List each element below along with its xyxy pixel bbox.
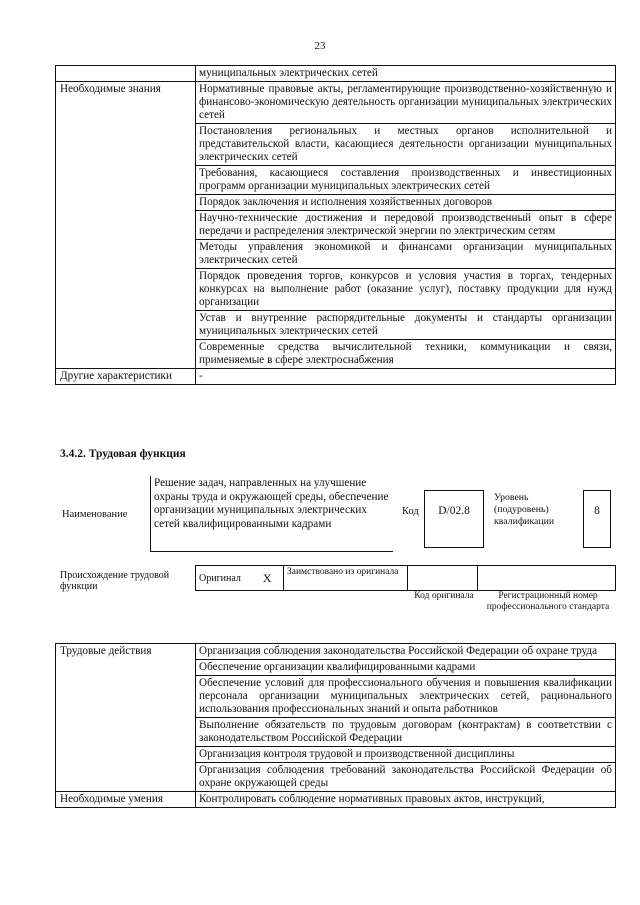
original-label: Оригинал (196, 566, 252, 591)
empty-cell (56, 66, 196, 82)
action-item: Обеспечение организации квалифицированными кадрами (196, 660, 616, 676)
page-number: 23 (314, 40, 326, 52)
origin-label: Происхождение трудовой функции (60, 570, 170, 592)
level-box (583, 490, 611, 548)
actions-label: Трудовые действия (56, 644, 196, 792)
original-mark: X (252, 566, 284, 591)
origin-code-cell (408, 566, 478, 591)
actions-table (55, 643, 616, 808)
code-label: Код (402, 506, 419, 517)
reg-number-cell (478, 566, 616, 591)
origin-table (195, 565, 616, 591)
borrowed-label: Заимствовано из оригинала (284, 566, 408, 591)
other-label: Другие характеристики (56, 369, 196, 385)
name-box (150, 476, 393, 552)
origin-code-caption: Код оригинала (414, 591, 474, 601)
level-label: Уровень (подуровень) квалификации (494, 492, 555, 527)
reg-number-caption: Регистрационный номер профессионального стандарта (486, 591, 610, 612)
name-value: Решение задач, направленных на улучшение охраны труда и окружающей среды, обеспечение организации муниципальных электрических сетей квалифицированными кадрами (154, 477, 389, 530)
action-item: Обеспечение условий для профессионального обучения и повышения квалификации персонала организации муниципальных электрических сетей, рационального использования профессиональных знаний и опыта работников (196, 676, 616, 718)
code-value: D/02.8 (438, 505, 470, 517)
skills-label: Необходимые умения (56, 792, 196, 808)
knowledge-item: Порядок заключения и исполнения хозяйственных договоров (196, 195, 616, 211)
knowledge-item: Порядок проведения торгов, конкурсов и условия участия в торгах, тендерных конкурсах на выполнение работ (оказание услуг), поставку продукции для нужд организации (196, 269, 616, 311)
continuation-cell: муниципальных электрических сетей (196, 66, 616, 82)
section-heading: 3.4.2. Трудовая функция (60, 448, 186, 460)
knowledge-item: Современные средства вычислительной техники, коммуникации и связи, применяемые в сфере электроснабжения (196, 340, 616, 369)
knowledge-item: Научно-технические достижения и передовой производственный опыт в сфере передачи и распределения электрической энергии по электрическим сетям (196, 211, 616, 240)
knowledge-item: Нормативные правовые акты, регламентирующие производственно-хозяйственную и финансово-экономическую деятельность организации муниципальных электрических сетей (196, 82, 616, 124)
knowledge-label: Необходимые знания (56, 82, 196, 369)
knowledge-item: Требования, касающиеся составления производственных и инвестиционных программ организации муниципальных электрических сетей (196, 166, 616, 195)
name-label: Наименование (62, 509, 128, 520)
knowledge-item: Устав и внутренние распорядительные документы и стандарты организации муниципальных электрических сетей (196, 311, 616, 340)
action-item: Организация соблюдения требований законодательства Российской Федерации об охране окружающей среды (196, 763, 616, 792)
knowledge-table (55, 65, 616, 385)
knowledge-item: Постановления региональных и местных органов исполнительной и представительской власти, касающиеся деятельности организации муниципальных электрических сетей (196, 124, 616, 166)
code-box (424, 490, 484, 548)
skills-item: Контролировать соблюдение нормативных правовых актов, инструкций, (196, 792, 616, 808)
level-value: 8 (594, 505, 600, 517)
action-item: Организация соблюдения законодательства Российской Федерации об охране труда (196, 644, 616, 660)
other-value: - (196, 369, 616, 385)
action-item: Выполнение обязательств по трудовым договорам (контрактам) в соответствии с законодательством Российской Федерации (196, 718, 616, 747)
action-item: Организация контроля трудовой и производственной дисциплины (196, 747, 616, 763)
knowledge-item: Методы управления экономикой и финансами организации муниципальных электрических сетей (196, 240, 616, 269)
